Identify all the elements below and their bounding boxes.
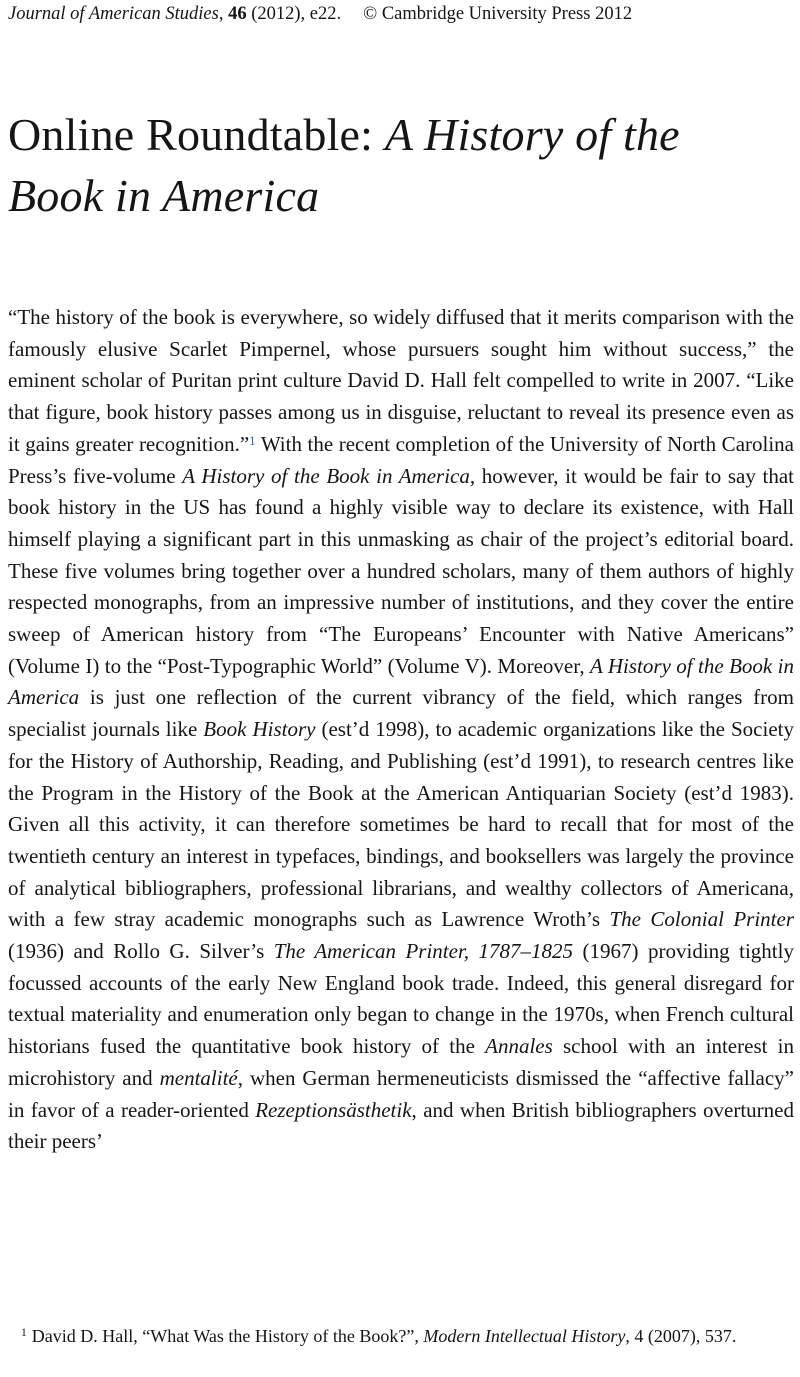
text-segment: (1936) and Rollo G. Silver’s bbox=[8, 939, 274, 964]
text-segment: , when German hermeneuticists dismissed the “affective fallacy” in favor of a reader-oriented bbox=[8, 1065, 794, 1122]
text-segment: (1967) providing tightly focussed accounts of the early New England book trade. Indeed, this general disregard for textual materiality and enumeration only began to change in the 1970s, when French cultural historians fused the quantitative book history of the bbox=[8, 939, 794, 1059]
italic-text-segment: mentalité bbox=[159, 1065, 238, 1090]
footnote-marker: 1 bbox=[21, 1327, 27, 1339]
text-segment: , and when British bibliographers overturned their peers’ bbox=[8, 1097, 794, 1154]
article-body-paragraph bbox=[8, 302, 794, 1158]
italic-text-segment: The American Printer, 1787–1825 bbox=[273, 939, 574, 964]
italic-text-segment: A History of the Book in America bbox=[8, 653, 795, 710]
text-segment: “The history of the book is everywhere, so widely diffused that it merits comparison with the famously elusive Scarlet Pimpernel, whose pursuers sought him without success,” the eminent scholar of Puritan print culture David D. Hall felt compelled to write in 2007. “Like that figure, book history passes among us in disguise, reluctant to reveal its presence even as it gains greater recognition.” bbox=[8, 305, 794, 456]
text-segment: is just one reflection of the current vibrancy of the field, which ranges from specialist journals like bbox=[8, 685, 794, 742]
text-segment: Online Roundtable: bbox=[8, 109, 385, 160]
italic-text-segment: Annales bbox=[485, 1034, 553, 1059]
volume-number: 46 bbox=[228, 4, 247, 24]
italic-text-segment: A History of the Book in America bbox=[8, 109, 680, 221]
text-segment: , however, it would be fair to say that book history in the US has found a highly visible way to declare its existence, with Hall himself playing a significant part in this unmasking as chair of the project’s editorial board. These five volumes bring together over a hundred scholars, many of them authors of highly respected monographs, from an impressive number of institutions, and they cover the entire sweep of American history from “The Europeans’ Encounter with Native Americans” (Volume I) to the “Post-Typographic World” (Volume V). Moreover, bbox=[8, 463, 794, 678]
article-title bbox=[8, 104, 776, 226]
issue-info: (2012), e22. bbox=[246, 4, 342, 24]
italic-text-segment: The Colonial Printer bbox=[609, 907, 794, 932]
journal-name: Journal of American Studies bbox=[8, 4, 219, 24]
footnote-text bbox=[32, 1326, 737, 1346]
copyright-notice: © Cambridge University Press 2012 bbox=[363, 4, 633, 24]
text-segment: , 4 (2007), 537. bbox=[625, 1326, 737, 1346]
journal-header bbox=[8, 1, 795, 27]
text-segment: school with an interest in microhistory and bbox=[8, 1034, 794, 1090]
text-segment: (est’d 1998), to academic organizations like the Society for the History of Authorship, Reading, and Publishing (est’d 1991), to research centres like the Program in the History of the Book at the American Antiquarian Society (est’d 1983). Given all this activity, it can therefore sometimes be hard to recall that for most of the twentieth century an interest in typefaces, bindings, and booksellers was largely the province of analytical bibliographers, professional librarians, and wealthy collectors of Americana, with a few stray academic monographs such as Lawrence Wroth’s bbox=[8, 717, 794, 932]
text-segment: With the recent completion of the University of North Carolina Press’s five-volume bbox=[8, 431, 794, 488]
footnote-reference-link[interactable]: 1 bbox=[249, 432, 256, 448]
footnote bbox=[8, 1322, 792, 1351]
header-separator: , bbox=[218, 4, 229, 24]
text-segment: David D. Hall, “What Was the History of the Book?”, bbox=[31, 1326, 424, 1346]
italic-text-segment: Book History bbox=[203, 717, 316, 742]
italic-text-segment: Modern Intellectual History bbox=[423, 1326, 626, 1346]
italic-text-segment: A History of the Book in America bbox=[182, 463, 470, 488]
italic-text-segment: Rezeptionsästhetik bbox=[255, 1097, 412, 1122]
